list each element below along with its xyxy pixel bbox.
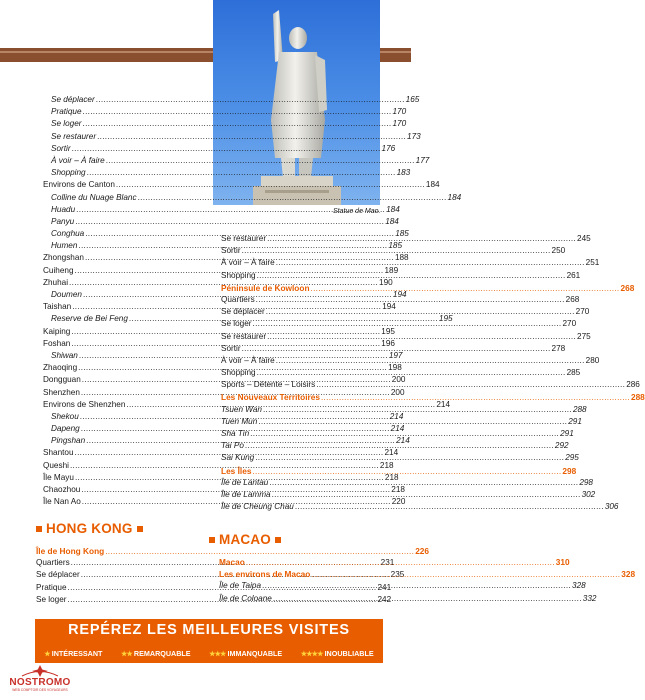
toc-entry-page: 268 bbox=[565, 294, 580, 304]
toc-entry-page: 184 bbox=[385, 216, 399, 226]
dot-leader bbox=[267, 233, 576, 245]
toc-entry-label: À voir – À faire bbox=[51, 155, 105, 165]
dot-leader bbox=[83, 118, 392, 130]
toc-entry-label: Tai Po bbox=[221, 441, 244, 451]
dot-leader bbox=[257, 270, 566, 282]
dot-leader bbox=[255, 452, 564, 464]
logo-tagline: WEB COMPTOIR DES VOYAGEURS bbox=[12, 688, 68, 692]
dot-leader bbox=[242, 343, 551, 355]
dot-leader bbox=[253, 318, 562, 330]
toc-entry-page: 200 bbox=[390, 387, 405, 397]
dot-leader bbox=[97, 131, 406, 143]
toc-entry[interactable] bbox=[43, 94, 420, 106]
toc-entry-page: 218 bbox=[379, 460, 394, 470]
toc-entry-page: 218 bbox=[391, 485, 405, 494]
rating-label: INOUBLIABLE bbox=[324, 649, 374, 658]
toc-entry-label: Se loger bbox=[36, 594, 67, 604]
toc-entry-label: Île de Lamma bbox=[221, 489, 271, 499]
toc-entry-label: Sortir bbox=[221, 343, 241, 353]
toc-entry[interactable] bbox=[43, 118, 407, 130]
toc-entry-label: Sortir bbox=[51, 143, 71, 153]
toc-entry-page: 214 bbox=[389, 411, 404, 421]
toc-entry[interactable] bbox=[43, 106, 407, 118]
toc-entry-label: Île Nan Ao bbox=[43, 497, 81, 507]
toc-entry-page: 195 bbox=[381, 326, 395, 336]
toc-entry-page: 295 bbox=[565, 453, 579, 463]
toc-entry-page: 245 bbox=[577, 234, 591, 243]
toc-entry-label: Huadu bbox=[51, 204, 76, 214]
toc-entry-label: Macao bbox=[219, 557, 245, 567]
toc-entry-label: Pingshan bbox=[51, 436, 86, 446]
toc-entry-label: Taishan bbox=[43, 302, 72, 312]
toc-entry-label: Dapeng bbox=[51, 424, 80, 434]
toc-entry-label: Se déplacer bbox=[221, 307, 265, 317]
toc-entry-page: 196 bbox=[381, 338, 395, 348]
toc-entry-page: 288 bbox=[630, 392, 645, 403]
toc-entry-page: 291 bbox=[560, 429, 574, 438]
star-icon: ★★★ bbox=[209, 649, 226, 658]
toc-entry-page: 298 bbox=[579, 477, 593, 487]
toc-entry-page: 328 bbox=[572, 581, 586, 591]
toc-entry-label: Se déplacer bbox=[36, 570, 80, 580]
dot-leader bbox=[256, 294, 565, 306]
dot-leader bbox=[138, 192, 447, 204]
macao-heading bbox=[209, 532, 281, 547]
toc-entry[interactable] bbox=[43, 216, 399, 228]
toc-entry-page: 173 bbox=[407, 131, 421, 141]
rating-legend-item bbox=[209, 649, 282, 658]
dot-leader bbox=[267, 331, 576, 343]
banner-title: REPÉREZ LES MEILLEURES VISITES bbox=[68, 622, 350, 638]
toc-entry-label: Environs de Shenzhen bbox=[43, 399, 126, 409]
toc-entry-page: 261 bbox=[566, 270, 581, 280]
heading-square-icon bbox=[36, 526, 42, 532]
toc-entry-page: 280 bbox=[585, 355, 600, 365]
toc-entry-label: Shiwan bbox=[51, 350, 78, 360]
toc-entry-page: 285 bbox=[566, 368, 581, 378]
toc-entry-label: Humen bbox=[51, 241, 78, 251]
dot-leader bbox=[106, 155, 415, 167]
toc-entry-page: 235 bbox=[390, 570, 405, 580]
toc-entry-page: 270 bbox=[562, 319, 577, 329]
dot-leader bbox=[258, 416, 567, 428]
toc-entry-page: 270 bbox=[575, 307, 590, 317]
toc-entry-label: Péninsule de Kowloon bbox=[221, 282, 310, 293]
toc-entry-page: 226 bbox=[415, 546, 430, 556]
toc-entry[interactable] bbox=[43, 155, 430, 167]
toc-entry-label: Colline du Nuage Blanc bbox=[51, 192, 137, 202]
toc-entry-page: 190 bbox=[379, 277, 393, 287]
toc-entry-page: 241 bbox=[377, 582, 392, 592]
toc-entry-page: 184 bbox=[425, 180, 440, 190]
dot-leader bbox=[272, 489, 581, 501]
toc-entry-page: 302 bbox=[581, 489, 596, 499]
toc-entry-label: Tuen Mun bbox=[221, 416, 258, 426]
dot-leader bbox=[263, 404, 572, 416]
toc-entry-label: Se restaurer bbox=[221, 234, 267, 243]
star-icon: ★★★★ bbox=[300, 649, 323, 658]
rating-legend-item bbox=[121, 649, 191, 658]
toc-entry-page: 176 bbox=[381, 143, 396, 153]
toc-entry[interactable] bbox=[43, 131, 421, 143]
toc-entry-page: 200 bbox=[391, 375, 406, 385]
toc-entry-label: Sha Tin bbox=[221, 429, 250, 438]
toc-entry-label: Conghua bbox=[51, 229, 85, 239]
toc-entry-label: Shopping bbox=[221, 368, 256, 378]
toc-entry-page: 198 bbox=[388, 363, 402, 373]
toc-entry-page: 184 bbox=[386, 204, 400, 214]
toc-entry-label: Pratique bbox=[36, 582, 67, 592]
toc-entry-label: Se déplacer bbox=[51, 95, 95, 104]
toc-entry-label: Île de Hong Kong bbox=[36, 546, 105, 556]
toc-entry-label: À voir – À faire bbox=[221, 355, 275, 365]
toc-entry-page: 242 bbox=[377, 594, 392, 604]
toc-entry-page: 306 bbox=[604, 502, 619, 512]
toc-entry-page: 188 bbox=[394, 253, 409, 263]
toc-entry-page: 310 bbox=[555, 557, 570, 567]
dot-leader bbox=[96, 94, 405, 106]
heading-square-icon bbox=[137, 526, 143, 532]
toc-entry-label: Shantou bbox=[43, 448, 74, 458]
dot-leader bbox=[269, 477, 578, 489]
toc-entry-label: Queshi bbox=[43, 460, 69, 470]
dot-leader bbox=[276, 355, 585, 367]
toc-entry-label: Zhongshan bbox=[43, 253, 84, 263]
toc-entry-label: Sai Kung bbox=[221, 453, 255, 463]
toc-entry-page: 195 bbox=[438, 314, 453, 324]
toc-entry-page: 251 bbox=[585, 258, 600, 268]
toc-entry-label: Shopping bbox=[221, 270, 256, 280]
toc-entry-label: Shekou bbox=[51, 411, 79, 421]
hong-kong-title: HONG KONG bbox=[46, 521, 133, 536]
toc-entry-page: 250 bbox=[551, 246, 566, 256]
dot-leader bbox=[116, 179, 425, 191]
toc-entry-page: 328 bbox=[621, 569, 636, 580]
dot-leader bbox=[76, 204, 385, 216]
toc-entry-label: Foshan bbox=[43, 338, 71, 348]
dot-leader bbox=[72, 143, 381, 155]
toc-entry-page: 184 bbox=[447, 192, 462, 202]
rating-label: IMMANQUABLE bbox=[227, 649, 283, 658]
toc-entry-label: Se restaurer bbox=[51, 131, 97, 141]
toc-entry-page: 298 bbox=[562, 465, 577, 476]
rating-label: REMARQUABLE bbox=[133, 649, 191, 658]
heading-square-icon bbox=[275, 537, 281, 543]
toc-entry-page: 185 bbox=[388, 241, 403, 251]
dot-leader bbox=[266, 306, 575, 318]
toc-entry-label: Les Îles bbox=[221, 465, 252, 476]
heading-square-icon bbox=[209, 537, 215, 543]
toc-entry-label: Chaozhou bbox=[43, 485, 81, 494]
nostromo-logo bbox=[4, 664, 76, 694]
toc-entry-label: Se loger bbox=[51, 119, 82, 129]
toc-entry[interactable] bbox=[43, 179, 440, 191]
toc-entry-page: 214 bbox=[390, 424, 405, 434]
toc-entry-label: Île de Lantau bbox=[221, 477, 269, 487]
logo-name: NOSTROMO bbox=[9, 677, 71, 688]
dot-leader bbox=[295, 501, 604, 513]
toc-entry-label: Se restaurer bbox=[221, 331, 267, 341]
dot-leader bbox=[262, 580, 571, 592]
toc-entry-label: À voir – À faire bbox=[221, 258, 275, 268]
hong-kong-heading bbox=[36, 521, 143, 536]
photo-credit: © AUTEUR'S IMAGE bbox=[571, 70, 576, 116]
toc-entry-label: Sortir bbox=[221, 246, 241, 256]
dot-leader bbox=[316, 379, 625, 391]
toc-entry-page: 194 bbox=[382, 302, 396, 312]
star-icon: ★ bbox=[44, 649, 50, 658]
toc-entry-page: 197 bbox=[388, 350, 403, 360]
toc-entry[interactable] bbox=[36, 545, 430, 557]
toc-entry-label: Environs de Canton bbox=[43, 180, 115, 190]
toc-entry[interactable] bbox=[43, 167, 411, 179]
toc-entry-page: 165 bbox=[405, 95, 420, 104]
toc-entry-page: 218 bbox=[384, 472, 399, 482]
toc-entry-label: Panyu bbox=[51, 216, 75, 226]
dot-leader bbox=[245, 440, 554, 452]
toc-entry-label: Les environs de Macao bbox=[219, 569, 311, 580]
toc-entry-label: Se loger bbox=[221, 319, 252, 329]
toc-entry-label: Dongguan bbox=[43, 375, 81, 385]
toc-entry-page: 183 bbox=[396, 168, 411, 178]
toc-entry-label: Quartiers bbox=[221, 294, 255, 304]
toc-entry-label: Reserve de Bei Feng bbox=[51, 314, 128, 324]
toc-entry-page: 214 bbox=[396, 436, 410, 446]
toc-entry-label: Île de Taipa bbox=[219, 581, 262, 591]
toc-entry-label: Zhuhai bbox=[43, 277, 69, 287]
toc-entry-page: 185 bbox=[395, 229, 409, 239]
toc-entry-label: Pratique bbox=[51, 107, 82, 117]
toc-entry-page: 268 bbox=[620, 282, 635, 293]
rating-legend bbox=[35, 649, 383, 658]
dot-leader bbox=[273, 593, 582, 605]
toc-entry-page: 177 bbox=[415, 155, 430, 165]
toc-entry[interactable] bbox=[43, 143, 396, 155]
dot-leader bbox=[276, 257, 585, 269]
toc-entry-page: 170 bbox=[392, 107, 407, 117]
toc-entry-label: Sports – Détente – Loisirs bbox=[221, 380, 316, 390]
toc-entry[interactable] bbox=[43, 192, 462, 204]
rating-legend-item bbox=[44, 649, 102, 658]
rating-legend-item bbox=[301, 649, 374, 658]
toc-entry-page: 291 bbox=[568, 416, 582, 426]
toc-entry-page: 332 bbox=[582, 593, 597, 603]
toc-entry-label: Kaiping bbox=[43, 326, 71, 336]
toc-entry-page: 214 bbox=[384, 448, 399, 458]
toc-entry-label: Tsuen Wan bbox=[221, 404, 262, 414]
toc-entry-label: Zhaoqing bbox=[43, 363, 78, 373]
dot-leader bbox=[250, 428, 559, 440]
toc-entry-label: Île de Cheung Chau bbox=[221, 502, 294, 512]
toc-entry-page: 231 bbox=[380, 558, 395, 568]
toc-entry-page: 189 bbox=[384, 265, 399, 275]
toc-entry-label: Shopping bbox=[51, 168, 86, 178]
toc-entry-label: Île de Coloane bbox=[219, 593, 272, 603]
toc-entry-label: Shenzhen bbox=[43, 387, 80, 397]
rating-label: INTÉRESSANT bbox=[51, 649, 103, 658]
dot-leader bbox=[75, 216, 384, 228]
toc-entry-page: 292 bbox=[554, 441, 569, 451]
toc-entry-page: 288 bbox=[572, 404, 587, 414]
compass-rose-icon bbox=[4, 664, 76, 678]
toc-entry-label: Île Mayu bbox=[43, 472, 74, 482]
toc-entry-page: 286 bbox=[626, 380, 640, 390]
toc-entry-page: 220 bbox=[391, 497, 406, 507]
photo-caption: Statue de Mao. bbox=[333, 208, 381, 215]
toc-entry-page: 278 bbox=[551, 343, 566, 353]
toc-entry-page: 170 bbox=[392, 119, 407, 129]
best-visits-banner bbox=[35, 619, 383, 663]
dot-leader bbox=[87, 167, 396, 179]
dot-leader bbox=[257, 367, 566, 379]
dot-leader bbox=[242, 245, 551, 257]
toc-entry-label: Les Nouveaux Territoires bbox=[221, 392, 320, 403]
dot-leader bbox=[83, 106, 392, 118]
star-icon: ★★ bbox=[121, 649, 132, 658]
toc-entry-label: Quartiers bbox=[36, 558, 70, 568]
toc-entry-page: 214 bbox=[436, 399, 451, 409]
toc-entry-page: 194 bbox=[392, 290, 407, 299]
toc-entry-page: 275 bbox=[577, 331, 591, 341]
macao-title: MACAO bbox=[219, 532, 271, 547]
toc-entry-label: Cuiheng bbox=[43, 265, 74, 275]
toc-entry-label: Doumen bbox=[51, 290, 82, 299]
